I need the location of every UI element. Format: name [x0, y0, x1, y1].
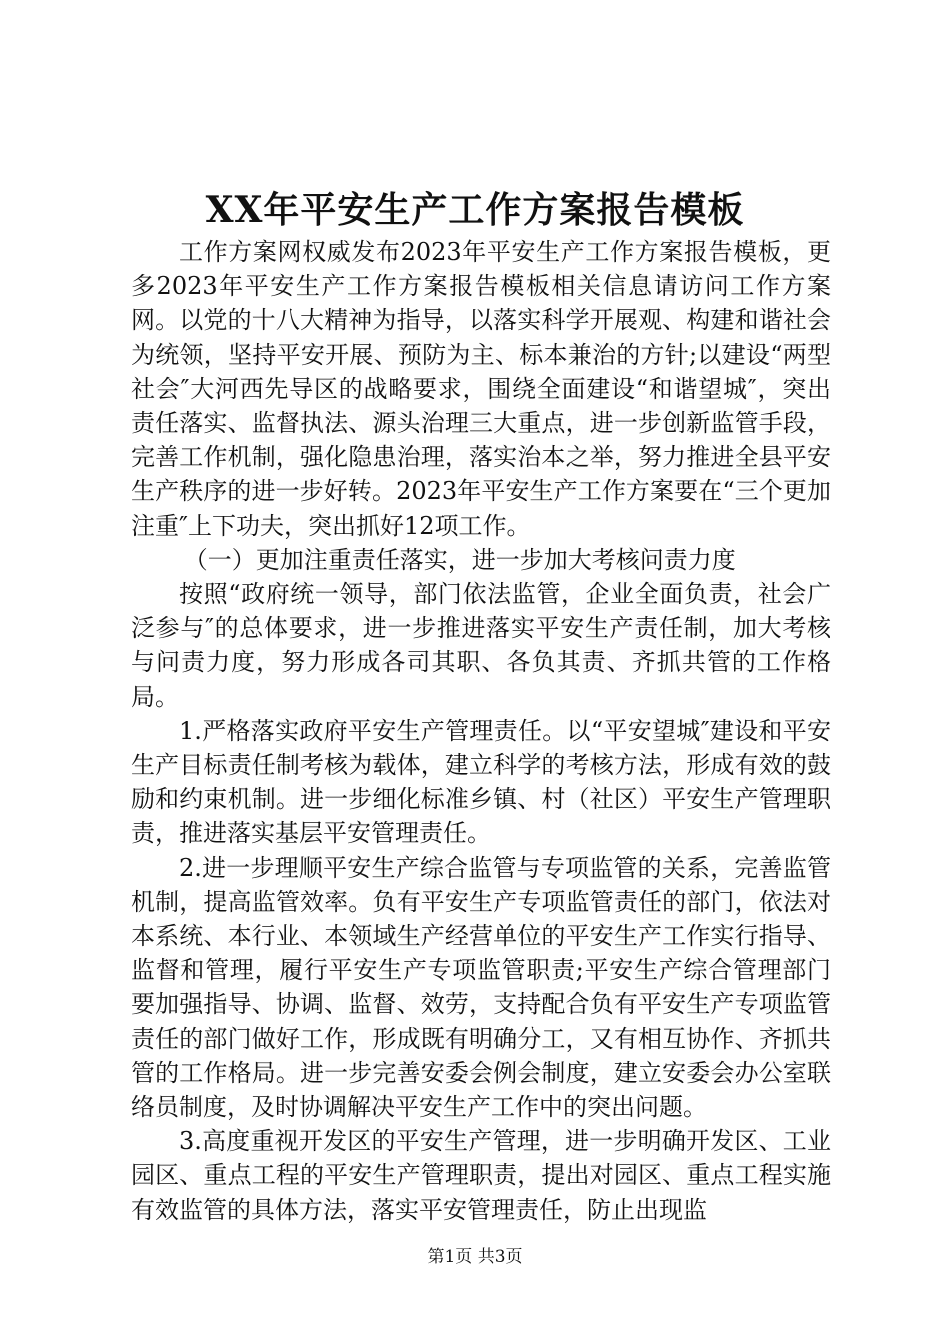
paragraph-item-3: 3.高度重视开发区的平安生产管理，进一步明确开发区、工业园区、重点工程的平安生产管理职责，提出对园区、重点工程实施有效监管的具体方法，落实平安管理责任，防止出现监 [131, 1127, 831, 1224]
section-heading-1: （一）更加注重责任落实，进一步加大考核问责力度 [183, 545, 736, 574]
paragraph-intro: 工作方案网权威发布2023年平安生产工作方案报告模板，更多2023年平安生产工作方案报告模板相关信息请访问工作方案网。以党的十八大精神为指导，以落实科学开展观、构建和谐社会为统领，坚持平安开展、预防为主、标本兼治的方针;以建设“两型社会″大河西先导区的战略要求，围绕全面建设“和谐望城″，突出责任落实、监督执法、源头治理三大重点，进一步创新监管手段，完善工作机制，强化隐患治理，落实治本之举，努力推进全县平安生产秩序的进一步好转。2023年平安生产工作方案要在“三个更加注重″上下功夫，突出抓好12项工作。 [131, 238, 831, 540]
document-title: XX年平安生产工作方案报告模板 [205, 189, 745, 231]
paragraph-item-1: 1.严格落实政府平安生产管理责任。以“平安望城″建设和平安生产目标责任制考核为载体，建立科学的考核方法，形成有效的鼓励和约束机制。进一步细化标准乡镇、村（社区）平安生产管理职责，推进落实基层平安管理责任。 [131, 716, 831, 848]
paragraph-requirements: 按照“政府统一领导，部门依法监管，企业全面负责，社会广泛参与″的总体要求，进一步推进落实平安生产责任制，加大考核与问责力度，努力形成各司其职、各负其责、齐抓共管的工作格局。 [131, 580, 831, 711]
paragraph-item-2: 2.进一步理顺平安生产综合监管与专项监管的关系，完善监管机制，提高监管效率。负有平安生产专项监管责任的部门，依法对本系统、本行业、本领域生产经营单位的平安生产工作实行指导、监督和管理，履行平安生产专项监管职责;平安生产综合管理部门要加强指导、协调、监督、效劳，支持配合负有平安生产专项监管责任的部门做好工作，形成既有明确分工，又有相互协作、齐抓共管的工作格局。进一步完善安委会例会制度，建立安委会办公室联络员制度，及时协调解决平安生产工作中的突出问题。 [131, 853, 831, 1122]
page-footer: 第1页 共3页 [427, 1247, 523, 1267]
document-body [131, 235, 831, 1227]
